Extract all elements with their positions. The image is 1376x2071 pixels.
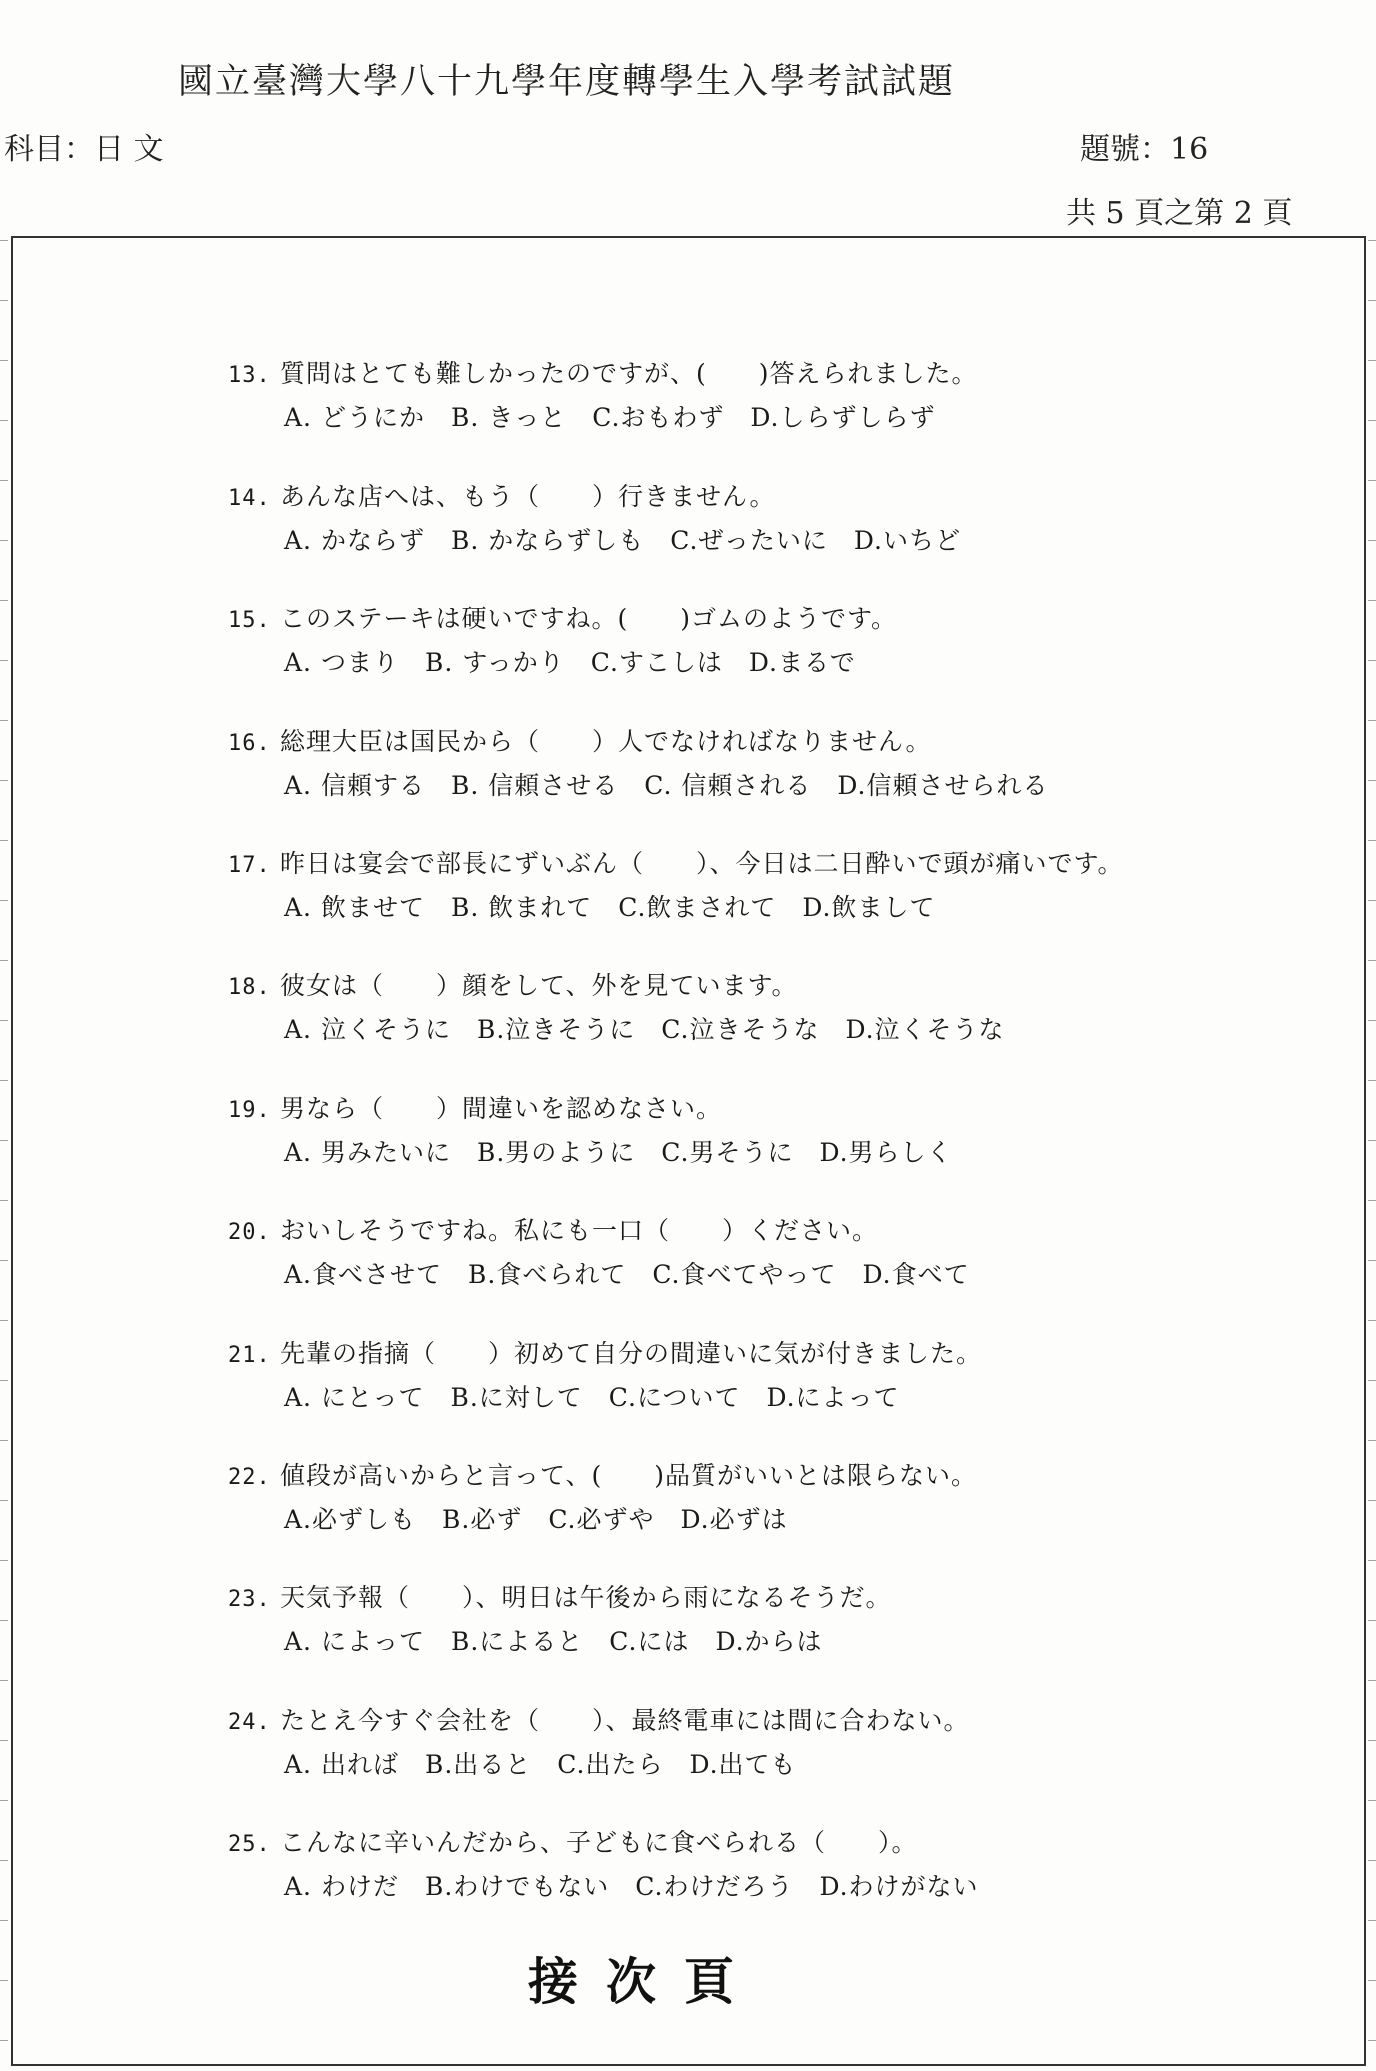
question-stem	[228, 356, 1228, 394]
question-text: たとえ今すぐ会社を（ ）、最終電車には間に合わない。	[280, 1706, 970, 1735]
question-options: A. 飲ませて B. 飲まれて C.飲まされて D.飲まして	[284, 893, 936, 922]
question-options: A. 男みたいに B.男のように C.男そうに D.男らしく	[284, 1138, 953, 1167]
question-22	[228, 1458, 1228, 1538]
question-options: A. わけだ B.わけでもない C.わけだろう D.わけがない	[284, 1872, 979, 1901]
question-21	[228, 1336, 1228, 1416]
question-number: 23.	[228, 1587, 271, 1612]
question-17	[228, 846, 1228, 926]
question-text: 質問はとても難しかったのですが、( )答えられました。	[280, 359, 978, 388]
question-text: 彼女は（ ）顔をして、外を見ています。	[280, 971, 798, 1000]
question-options: A. 信頼する B. 信頼させる C. 信頼される D.信頼させられる	[284, 771, 1049, 800]
question-text: このステーキは硬いですね。( )ゴムのようです。	[280, 604, 898, 633]
question-options: A. かならず B. かならずしも C.ぜったいに D.いちど	[284, 526, 961, 555]
question-number: 13.	[228, 363, 271, 388]
question-options: A. どうにか B. きっと C.おもわず D.しらずしらず	[284, 403, 936, 432]
question-options: A.必ずしも B.必ず C.必ずや D.必ずは	[284, 1505, 788, 1534]
question-number: 17.	[228, 853, 271, 878]
question-stem	[228, 1458, 1228, 1496]
page-count-label: 共 5 頁之第 2 頁	[1066, 196, 1293, 231]
question-number: 16.	[228, 731, 271, 756]
question-options: A. 泣くそうに B.泣きそうに C.泣きそうな D.泣くそうな	[284, 1015, 1005, 1044]
question-text: こんなに辛いんだから、子どもに食べられる（ ）。	[280, 1828, 918, 1857]
question-stem	[228, 1091, 1228, 1129]
question-number: 14.	[228, 486, 271, 511]
right-margin-ticks	[1368, 240, 1376, 2060]
question-stem	[228, 724, 1228, 762]
subject-label: 科目：日 文	[4, 132, 164, 167]
question-number: 24.	[228, 1710, 271, 1735]
question-stem	[228, 1580, 1228, 1618]
question-25	[228, 1825, 1228, 1905]
question-text: 先輩の指摘（ ）初めて自分の間違いに気が付きました。	[280, 1339, 983, 1368]
question-stem	[228, 846, 1228, 884]
question-number-label: 題號：16	[1080, 132, 1209, 167]
continued-next-page-label: 接次頁	[528, 1952, 762, 2011]
question-13	[228, 356, 1228, 436]
question-text: 昨日は宴会で部長にずいぶん（ ）、今日は二日酔いで頭が痛いです。	[280, 849, 1124, 878]
question-24	[228, 1703, 1228, 1783]
question-options: A. つまり B. すっかり C.すこしは D.まるで	[284, 648, 856, 677]
question-stem	[228, 1213, 1228, 1251]
question-23	[228, 1580, 1228, 1660]
question-stem	[228, 968, 1228, 1006]
question-number: 21.	[228, 1343, 271, 1368]
question-20	[228, 1213, 1228, 1293]
question-number: 19.	[228, 1098, 271, 1123]
question-15	[228, 601, 1228, 681]
exam-title: 國立臺灣大學八十九學年度轉學生入學考試試題	[178, 62, 956, 102]
question-14	[228, 479, 1228, 559]
question-text: 男なら（ ）間違いを認めなさい。	[280, 1094, 723, 1123]
question-options: A. にとって B.に対して C.について D.によって	[284, 1383, 900, 1412]
question-stem	[228, 1825, 1228, 1863]
question-18	[228, 968, 1228, 1048]
question-text: 天気予報（ ）、明日は午後から雨になるそうだ。	[280, 1583, 892, 1612]
question-stem	[228, 1336, 1228, 1374]
question-text: 値段が高いからと言って、( )品質がいいとは限らない。	[280, 1461, 978, 1490]
question-text: あんな店へは、もう（ ）行きません。	[280, 482, 776, 511]
question-options: A. 出れば B.出ると C.出たら D.出ても	[284, 1750, 797, 1779]
question-number: 22.	[228, 1465, 271, 1490]
question-options: A.食べさせて B.食べられて C.食べてやって D.食べて	[284, 1260, 970, 1289]
question-19	[228, 1091, 1228, 1171]
question-number: 20.	[228, 1220, 271, 1245]
question-stem	[228, 479, 1228, 517]
question-stem	[228, 601, 1228, 639]
question-number: 18.	[228, 975, 271, 1000]
question-stem	[228, 1703, 1228, 1741]
question-text: 総理大臣は国民から（ ）人でなければなりません。	[280, 727, 932, 756]
question-number: 25.	[228, 1832, 271, 1857]
question-text: おいしそうですね。私にも一口（ ）ください。	[280, 1216, 879, 1245]
question-16	[228, 724, 1228, 804]
question-number: 15.	[228, 608, 271, 633]
left-margin-ticks	[0, 240, 8, 2060]
question-options: A. によって B.によると C.には D.からは	[284, 1627, 823, 1656]
